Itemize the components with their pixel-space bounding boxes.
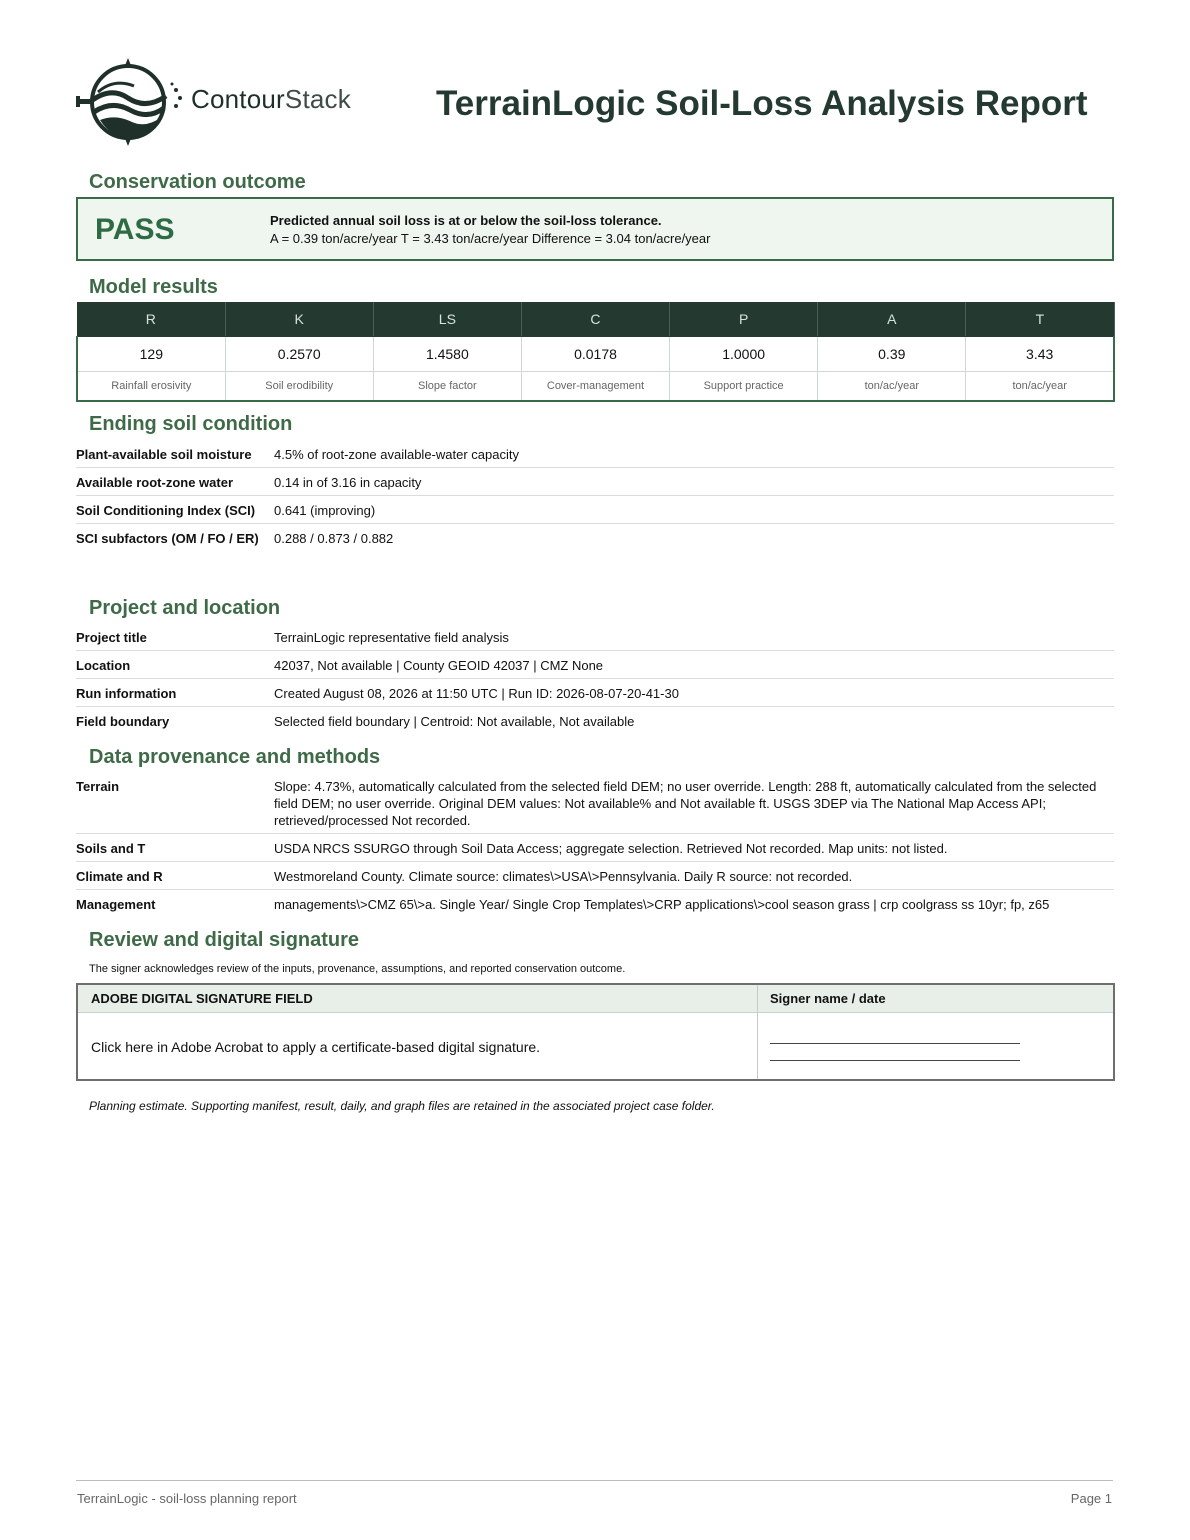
section-title-model-results: Model results: [89, 276, 218, 298]
signature-divider: [757, 985, 758, 1079]
model-header-cell: T: [966, 302, 1114, 337]
contourstack-logo: [76, 56, 366, 148]
model-results-table: [76, 302, 1115, 402]
model-header-cell: R: [77, 302, 225, 337]
row-value: Westmoreland County. Climate source: climates\>USA\>Pennsylvania. Daily R source: not recorded.: [274, 862, 1114, 890]
row-key: Field boundary: [76, 714, 170, 729]
footer-label: TerrainLogic - soil-loss planning report: [77, 1491, 297, 1506]
table-row: [76, 623, 1114, 651]
model-description-cell: Rainfall erosivity: [77, 372, 225, 402]
table-row: [76, 772, 1114, 834]
model-value-row: [77, 337, 1114, 372]
table-row: [76, 679, 1114, 707]
row-value: 0.288 / 0.873 / 0.882: [274, 531, 394, 546]
outcome-detail: A = 0.39 ton/acre/year T = 3.43 ton/acre/year Difference = 3.04 ton/acre/year: [270, 231, 711, 246]
row-value: TerrainLogic representative field analysis: [274, 623, 1114, 651]
model-header-cell: K: [225, 302, 373, 337]
section-title-ending-soil-condition: Ending soil condition: [89, 413, 293, 435]
row-key: Terrain: [76, 772, 274, 834]
soil-condition-table: [76, 440, 1114, 551]
row-value: 4.5% of root-zone available-water capacity: [274, 440, 1114, 468]
row-key: Location: [76, 651, 274, 679]
row-key: Soil Conditioning Index (SCI): [76, 496, 274, 524]
table-row: [76, 707, 1114, 735]
project-location-table: [76, 623, 1114, 734]
row-key: Run information: [76, 679, 274, 707]
model-description-cell: Cover-management: [521, 372, 669, 402]
model-header-cell: LS: [373, 302, 521, 337]
planning-footnote: Planning estimate. Supporting manifest, result, daily, and graph files are retained in the associated project case folder.: [89, 1099, 715, 1113]
provenance-table: [76, 772, 1114, 917]
row-key: Climate and R: [76, 862, 274, 890]
report-header: [76, 56, 1114, 152]
row-value: Slope: 4.73%, automatically calculated from the selected field DEM; no user override. Length: 288 ft, automatically calculated from the selected field DEM; no user override. Original DEM values: Not available% and Not available ft. USGS 3DEP via The National Map Access API; retrieved/processed Not recorded.: [274, 772, 1114, 834]
report-title: TerrainLogic Soil-Loss Analysis Report: [436, 84, 1088, 123]
row-key: Project title: [76, 623, 274, 651]
row-value: Created August 08, 2026 at 11:50 UTC | Run ID: 2026-08-07-20-41-30: [274, 679, 1114, 707]
outcome-headline: Predicted annual soil loss is at or below the soil-loss tolerance.: [270, 213, 662, 228]
model-header-cell: C: [521, 302, 669, 337]
model-value-cell: 129: [77, 337, 225, 372]
contour-compass-icon: [76, 56, 188, 148]
model-description-row: [77, 372, 1114, 402]
model-description-cell: Soil erodibility: [225, 372, 373, 402]
signature-box: [76, 983, 1115, 1081]
row-value: 42037, Not available | County GEOID 42037 | CMZ None: [274, 651, 1114, 679]
table-row: [76, 496, 1114, 524]
row-value: 0.14 in of 3.16 in capacity: [274, 468, 1114, 496]
table-row: [76, 468, 1114, 496]
model-header-cell: A: [818, 302, 966, 337]
footer-divider: [76, 1480, 1113, 1481]
model-description-cell: ton/ac/year: [818, 372, 966, 402]
model-value-cell: 0.0178: [521, 337, 669, 372]
signer-header: Signer name / date: [770, 991, 886, 1006]
model-header-cell: P: [670, 302, 818, 337]
section-title-conservation-outcome: Conservation outcome: [89, 171, 306, 193]
outcome-box: [76, 197, 1114, 261]
row-key: Plant-available soil moisture: [76, 440, 274, 468]
signature-field-header: ADOBE DIGITAL SIGNATURE FIELD: [91, 991, 313, 1006]
row-key: SCI subfactors (OM / FO / ER): [76, 531, 259, 546]
signature-header: [78, 985, 1113, 1013]
row-key: Available root-zone water: [76, 468, 274, 496]
table-row: [76, 862, 1114, 890]
row-value: managements\>CMZ 65\>a. Single Year/ Single Crop Templates\>CRP applications\>cool season grass | crp coolgrass ss 10yr; fp, z65: [274, 897, 1050, 912]
review-note: The signer acknowledges review of the inputs, provenance, assumptions, and reported conservation outcome.: [89, 963, 626, 975]
model-header-row: [77, 302, 1114, 337]
page-number: Page 1: [1070, 1491, 1112, 1506]
table-row: [76, 651, 1114, 679]
table-row: [76, 524, 1114, 552]
row-value: USDA NRCS SSURGO through Soil Data Access; aggregate selection. Retrieved Not recorded. Map units: not listed.: [274, 834, 1114, 862]
section-title-review-signature: Review and digital signature: [89, 929, 360, 951]
signer-date-line[interactable]: [770, 1060, 1020, 1061]
model-value-cell: 1.0000: [670, 337, 818, 372]
signer-name-line[interactable]: [770, 1043, 1020, 1044]
model-description-cell: ton/ac/year: [966, 372, 1114, 402]
row-value: 0.641 (improving): [274, 496, 1114, 524]
row-value: Selected field boundary | Centroid: Not available, Not available: [274, 714, 635, 729]
row-key: Management: [76, 897, 156, 912]
section-title-data-provenance: Data provenance and methods: [89, 746, 381, 768]
digital-signature-field[interactable]: Click here in Adobe Acrobat to apply a certificate-based digital signature.: [91, 1039, 541, 1055]
row-key: Soils and T: [76, 834, 274, 862]
model-value-cell: 0.39: [818, 337, 966, 372]
model-value-cell: 1.4580: [373, 337, 521, 372]
table-row: [76, 890, 1114, 918]
model-value-cell: 3.43: [966, 337, 1114, 372]
section-title-project-and-location: Project and location: [89, 597, 281, 619]
logo-wordmark: ContourStack: [191, 84, 351, 114]
table-row: [76, 440, 1114, 468]
table-row: [76, 834, 1114, 862]
model-value-cell: 0.2570: [225, 337, 373, 372]
model-description-cell: Slope factor: [373, 372, 521, 402]
outcome-status: PASS: [95, 213, 175, 246]
model-description-cell: Support practice: [670, 372, 818, 402]
